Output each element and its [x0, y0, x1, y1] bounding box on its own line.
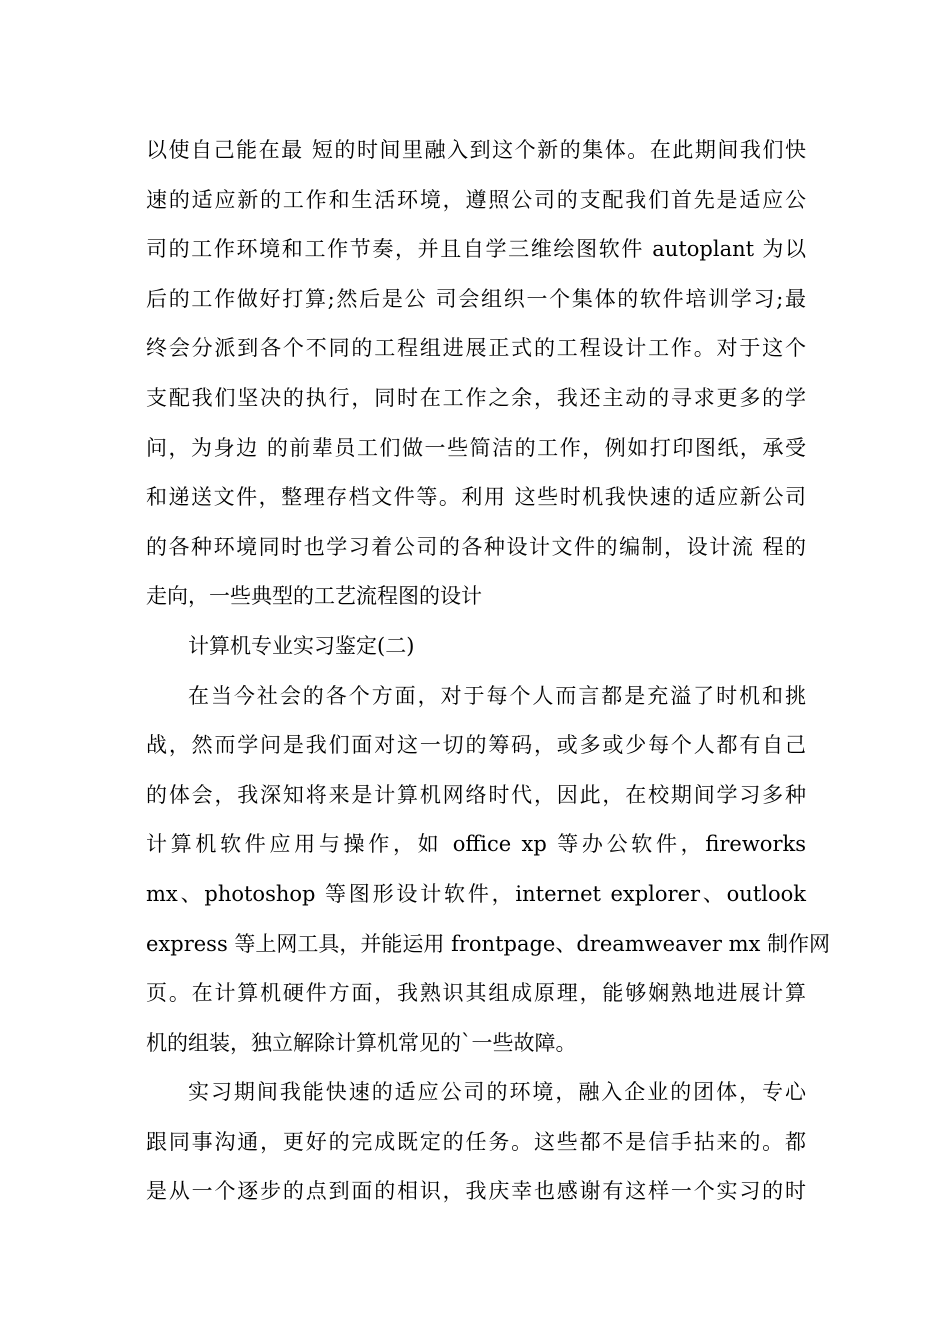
- text-line: 战，然而学问是我们面对这一切的筹码，或多或少每个人都有自己: [146, 733, 806, 758]
- text-line: 速的适应新的工作和生活环境，遵照公司的支配我们首先是适应公: [146, 187, 806, 212]
- text-line: 机的组装，独立解除计算机常见的`一些故障。: [146, 1030, 577, 1055]
- text-line: 走向，一些典型的工艺流程图的设计: [146, 584, 482, 609]
- text-line: 实习期间我能快速的适应公司的环境，融入企业的团体，专心: [188, 1080, 806, 1105]
- text-line: 计算机软件应用与操作，如 office xp 等办公软件，fireworks: [146, 832, 806, 857]
- text-line: mx、photoshop 等图形设计软件，internet explorer、outlook: [146, 881, 806, 906]
- text-line: 是从一个逐步的点到面的相识，我庆幸也感谢有这样一个实习的时: [146, 1179, 806, 1204]
- text-line: 后的工作做好打算;然后是公 司会组织一个集体的软件培训学习;最: [146, 286, 806, 311]
- document-body: [146, 126, 831, 1217]
- section-heading: 计算机专业实习鉴定(二): [188, 633, 415, 658]
- text-line: 的体会，我深知将来是计算机网络时代，因此，在校期间学习多种: [146, 782, 806, 807]
- text-line: express 等上网工具，并能运用 frontpage、dreamweaver mx 制作网: [146, 931, 831, 956]
- text-line: 问，为身边 的前辈员工们做一些简洁的工作，例如打印图纸，承受: [146, 435, 806, 460]
- text-line: 以使自己能在最 短的时间里融入到这个新的集体。在此期间我们快: [146, 138, 806, 162]
- paragraph-2: [146, 672, 831, 1069]
- text-line: 跟同事沟通，更好的完成既定的任务。这些都不是信手拈来的。都: [146, 1129, 806, 1154]
- text-line: 页。在计算机硬件方面，我熟识其组成原理，能够娴熟地进展计算: [146, 981, 806, 1006]
- text-line: 终会分派到各个不同的工程组进展正式的工程设计工作。对于这个: [146, 336, 806, 361]
- text-line: 支配我们坚决的执行，同时在工作之余，我还主动的寻求更多的学: [146, 385, 806, 410]
- paragraph-1: [146, 126, 806, 622]
- text-line: 在当今社会的各个方面，对于每个人而言都是充溢了时机和挑: [188, 683, 806, 708]
- text-line: 司的工作环境和工作节奏，并且自学三维绘图软件 autoplant 为以: [146, 237, 806, 262]
- text-line: 和递送文件，整理存档文件等。利用 这些时机我快速的适应新公司: [146, 485, 806, 510]
- text-line: 的各种环境同时也学习着公司的各种设计文件的编制，设计流 程的: [146, 534, 806, 559]
- paragraph-3: [146, 1068, 806, 1217]
